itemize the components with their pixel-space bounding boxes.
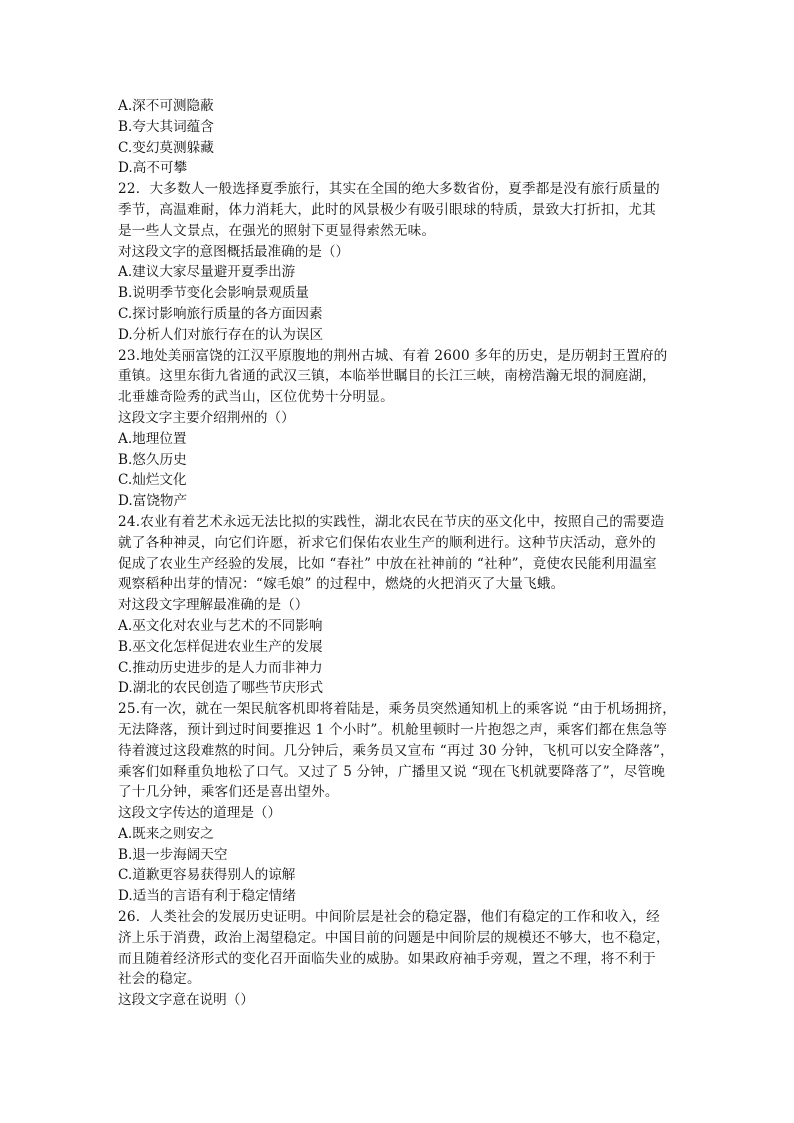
question-25 — [118, 699, 680, 907]
q23-stem-line: 北垂雄奇险秀的武当山，区位优势十分明显。 — [118, 389, 394, 406]
q21-option-a: A.深不可测隐蔽 — [118, 98, 214, 114]
q24-stem-line: 促成了农业生产经验的发展，比如 “春社” 中放在社神前的 “社种”，竟使农民能利用温室 — [118, 555, 657, 572]
q24-stem-line: 观察稻种出芽的情况：“嫁毛娘” 的过程中，燃烧的火把消灭了大量飞蛾。 — [118, 576, 565, 593]
q24-stem-line: 24.农业有着艺术永远无法比拟的实践性，湖北农民在节庆的巫文化中，按照自己的需要造 — [118, 513, 665, 530]
q25-option-d: D.适当的言语有利于稳定情绪 — [118, 888, 296, 905]
q25-stem-line: 乘客们如释重负地松了口气。又过了 5 分钟，广播里又说 “现在飞机就要降落了”，尽管晚 — [118, 763, 666, 780]
q25-stem-line: 无法降落，预计到过时间要推迟 1 个小时”。机舱里顿时一片抱怨之声，乘客们都在焦急等 — [118, 721, 668, 738]
q22-stem-line: 季节，高温难耐，体力消耗大，此时的风景极少有吸引眼球的特质，景致大打折扣，尤其 — [118, 201, 656, 218]
q23-option-d: D.富饶物产 — [118, 493, 188, 510]
question-23 — [118, 346, 680, 512]
q24-option-d: D.湖北的农民创造了哪些节庆形式 — [118, 680, 324, 697]
q26-stem-line: 社会的稳定。 — [118, 971, 201, 988]
q22-option-c: C.探讨影响旅行质量的各方面因素 — [118, 305, 323, 322]
q26-stem-line: 26．人类社会的发展历史证明。中间阶层是社会的稳定器，他们有稳定的工作和收入，经 — [118, 909, 660, 926]
q23-stem-line: 重镇。这里东街九省通的武汉三镇，本临举世瞩目的长江三峡，南榜浩瀚无垠的洞庭湖， — [118, 368, 656, 385]
question-22 — [118, 179, 680, 345]
q21-option-c: C.变幻莫测躲藏 — [118, 139, 214, 156]
q21-options — [118, 96, 680, 179]
q22-stem-line: 是一些人文景点，在强光的照射下更显得索然无味。 — [118, 222, 436, 239]
q21-option-b: B.夸大其词蕴含 — [118, 118, 214, 135]
q22-option-d: D.分析人们对旅行存在的认为误区 — [118, 326, 324, 343]
q26-stem-line: 济上乐于消费，政治上渴望稳定。中国目前的问题是中间阶层的规模还不够大，也不稳定， — [118, 929, 670, 946]
q23-option-c: C.灿烂文化 — [118, 472, 187, 489]
q25-option-a: A.既来之则安之 — [118, 825, 214, 842]
q24-option-c: C.推动历史进步的是人力而非神力 — [118, 659, 323, 676]
q24-stem-line: 就了各种神灵，向它们许愿，祈求它们保佑农业生产的顺利进行。这种节庆活动，意外的 — [118, 534, 656, 551]
q24-prompt: 对这段文字理解最准确的是（） — [118, 597, 309, 614]
q25-option-b: B.退一步海阔天空 — [118, 846, 228, 863]
q25-prompt: 这段文字传达的道理是（） — [118, 805, 282, 822]
q24-option-b: B.巫文化怎样促进农业生产的发展 — [118, 638, 323, 655]
q24-option-a: A.巫文化对农业与艺术的不同影响 — [118, 617, 323, 634]
q25-stem-line: 了十几分钟，乘客们还是喜出望外。 — [118, 784, 339, 801]
q21-option-d: D.高不可攀 — [118, 160, 188, 177]
q22-option-b: B.说明季节变化会影响景观质量 — [118, 285, 310, 302]
q25-stem-line: 待着渡过这段难熬的时间。几分钟后，乘务员又宣布 “再过 30 分钟，飞机可以安全降落”， — [118, 742, 674, 759]
q23-option-a: A.地理位置 — [118, 430, 187, 447]
q22-option-a: A.建议大家尽量避开夏季出游 — [118, 264, 296, 281]
document-page — [118, 96, 680, 1011]
q25-option-c: C.道歉更容易获得别人的谅解 — [118, 867, 296, 884]
q23-stem-line: 23.地处美丽富饶的江汉平原腹地的荆州古城、有着 2600 多年的历史，是历朝封王置府的 — [118, 347, 668, 364]
question-26 — [118, 907, 680, 1011]
q23-option-b: B.悠久历史 — [118, 451, 187, 468]
q22-prompt: 对这段文字的意图概括最准确的是（） — [118, 243, 350, 260]
question-24 — [118, 512, 680, 699]
q25-stem-line: 25.有一次，就在一架民航客机即将着陆是，乘务员突然通知机上的乘客说 “由于机场拥挤， — [118, 701, 677, 718]
q26-prompt: 这段文字意在说明（） — [118, 992, 254, 1009]
q26-stem-line: 而且随着经济形式的变化召开面临失业的威胁。如果政府袖手旁观，置之不理，将不利于 — [118, 950, 656, 967]
q22-stem-line: 22．大多数人一般选择夏季旅行，其实在全国的绝大多数省份，夏季都是没有旅行质量的 — [118, 181, 660, 198]
q23-prompt: 这段文字主要介绍荆州的（） — [118, 409, 295, 426]
